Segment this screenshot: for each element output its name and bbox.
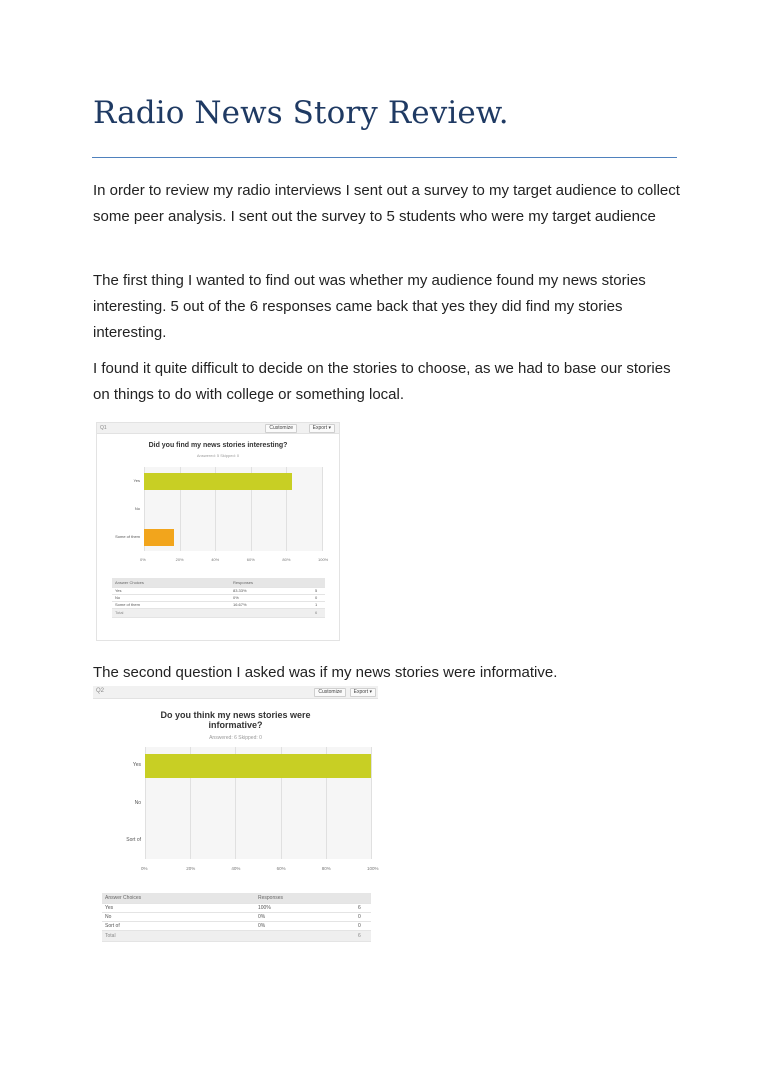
table-row: Some of them 16.67% 1 [112, 601, 325, 608]
story-choice-paragraph: I found it quite difficult to decide on the stories to choose, as we had to base our stories on things to do with college or something local. [93, 360, 671, 403]
x-tick-label: 100% [367, 866, 379, 871]
category-label: Sort of [126, 836, 141, 843]
gridline [322, 467, 323, 551]
x-tick-label: 100% [318, 557, 329, 562]
survey-chart-interesting [96, 422, 340, 641]
bar-yes [144, 473, 292, 490]
customize-button[interactable]: Customize [314, 688, 346, 697]
responses-table [112, 578, 325, 618]
category-label: Some of them [115, 534, 140, 539]
table-total-row: Total 6 [102, 930, 371, 941]
question-number: Q1 [100, 425, 107, 431]
table-row: Sort of 0% 0 [102, 921, 371, 930]
table-row: No 0% 0 [102, 912, 371, 921]
responses-table [102, 893, 371, 942]
bar-some-of-them [144, 529, 174, 546]
plot-area [145, 747, 371, 859]
customize-button[interactable]: Customize [265, 424, 297, 433]
survey-chart-informative [93, 686, 378, 956]
table-header-choices: Answer Choices [112, 578, 230, 587]
question-number: Q2 [96, 688, 105, 694]
x-tick-label: 40% [211, 557, 220, 562]
category-label: Yes [133, 478, 140, 483]
title-underline [92, 157, 677, 158]
x-tick-label: 20% [186, 866, 196, 871]
x-tick-label: 60% [276, 866, 286, 871]
x-tick-label: 60% [246, 557, 255, 562]
chart-toolbar [93, 686, 378, 699]
chart-meta: Answered: 6 Skipped: 0 [209, 735, 262, 741]
plot-area [144, 467, 322, 551]
chart-title: Did you find my news stories interesting? [148, 442, 288, 449]
table-row: No 0% 0 [112, 594, 325, 601]
table-row: Yes 100% 6 [102, 903, 371, 912]
table-header-responses: Responses [230, 578, 312, 587]
intro-paragraph: In order to review my radio interviews I sent out a survey to my target audience to collect some peer analysis. I sent out the survey to 5 students who were my target audience [93, 182, 680, 225]
chart-meta: Answered: 5 Skipped: 0 [196, 453, 240, 458]
second-question-paragraph: The second question I asked was if my news stories were informative. [93, 664, 558, 681]
x-tick-label: 80% [282, 557, 291, 562]
table-row: Yes 83.33% 5 [112, 587, 325, 594]
export-button[interactable]: Export ▾ [309, 424, 335, 433]
table-total-row: Total 6 [112, 608, 325, 617]
chart-toolbar [97, 423, 339, 434]
category-label: No [134, 799, 141, 806]
category-label: No [134, 506, 140, 511]
table-header-choices: Answer Choices [102, 893, 255, 903]
x-tick-label: 80% [321, 866, 331, 871]
table-header-responses: Responses [255, 893, 355, 903]
x-tick-label: 20% [175, 557, 184, 562]
first-question-paragraph: The first thing I wanted to find out was whether my audience found my news stories interesting. 5 out of the 6 responses came back that yes they did find my stories interesting. [93, 272, 646, 341]
chart-title: Do you think my news stories were informative? [160, 710, 311, 730]
category-label: Yes [132, 762, 141, 769]
export-button[interactable]: Export ▾ [350, 688, 376, 697]
bar-yes [145, 754, 371, 778]
x-tick-label: 40% [231, 866, 241, 871]
x-tick-label: 0% [141, 866, 148, 871]
page-title: Radio News Story Review. [93, 95, 509, 131]
gridline [371, 747, 372, 859]
x-tick-label: 0% [140, 557, 146, 562]
